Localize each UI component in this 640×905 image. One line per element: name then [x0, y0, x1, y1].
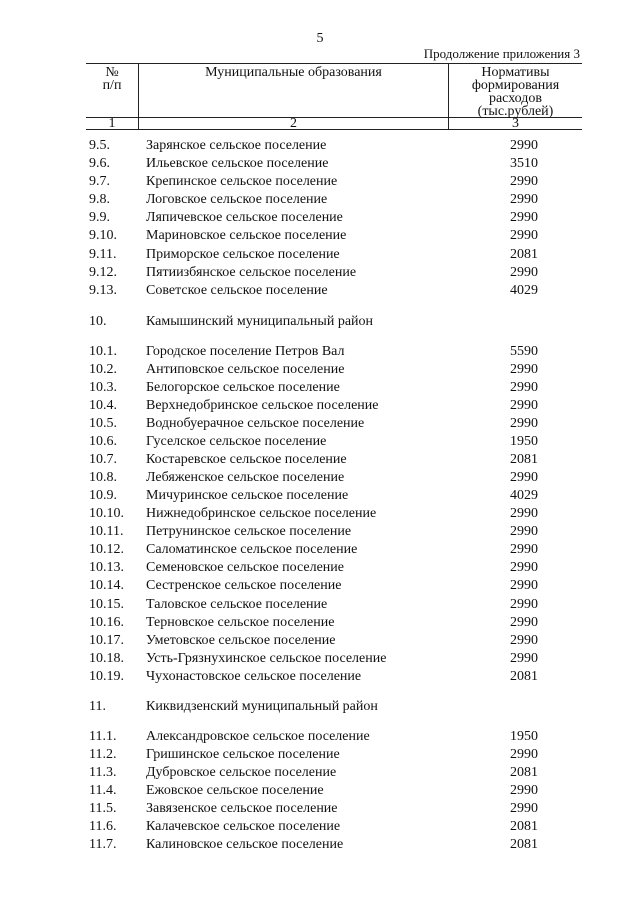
- column-number: 3: [512, 116, 519, 131]
- header-num: [86, 66, 138, 92]
- row-name: Завязенское сельское поселение: [146, 801, 338, 816]
- row-value: 2990: [510, 265, 538, 280]
- row-value: 2990: [510, 783, 538, 798]
- row-name: Чухонастовское сельское поселение: [146, 669, 362, 684]
- header-norm: [449, 66, 582, 118]
- table-row: [0, 836, 640, 854]
- row-name: Белогорское сельское поселение: [146, 380, 340, 395]
- row-name: Антиповское сельское поселение: [146, 362, 345, 377]
- table-row: [0, 397, 640, 415]
- page-number: 5: [316, 31, 324, 46]
- row-number: 9.8.: [89, 192, 110, 207]
- table-row: [0, 632, 640, 650]
- row-number: 9.9.: [89, 210, 110, 225]
- row-number: 9.13.: [89, 283, 117, 298]
- row-value: 2990: [510, 506, 538, 521]
- row-name: Мичуринское сельское поселение: [146, 488, 349, 503]
- table-row: [0, 541, 640, 559]
- row-value: 2990: [510, 615, 538, 630]
- row-number: 9.12.: [89, 265, 117, 280]
- table-row: [0, 451, 640, 469]
- row-name: Гришинское сельское поселение: [146, 747, 340, 762]
- table-row: [0, 746, 640, 764]
- continuation-note: Продолжение приложения 3: [423, 46, 580, 61]
- row-number: 10.11.: [89, 524, 124, 539]
- row-number: 10.10.: [89, 506, 124, 521]
- row-value: 4029: [510, 488, 538, 503]
- row-value: 2990: [510, 380, 538, 395]
- row-name: Усть-Грязнухинское сельское поселение: [146, 651, 387, 666]
- row-number: 11.6.: [89, 819, 117, 834]
- table-row: [0, 173, 640, 191]
- row-number: 10.3.: [89, 380, 117, 395]
- row-value: 2990: [510, 801, 538, 816]
- row-name: Приморское сельское поселение: [146, 247, 340, 262]
- row-value: 2081: [510, 247, 538, 262]
- row-number: 11.1.: [89, 729, 117, 744]
- row-value: 2990: [510, 747, 538, 762]
- header-name: Муниципальные образования: [205, 65, 382, 80]
- table-row: [0, 523, 640, 541]
- row-name: Костаревское сельское поселение: [146, 452, 347, 467]
- row-value: 5590: [510, 344, 538, 359]
- row-name: Мариновское сельское поселение: [146, 228, 347, 243]
- row-number: 9.6.: [89, 156, 110, 171]
- row-name: Зарянское сельское поселение: [146, 138, 327, 153]
- row-name: Калиновское сельское поселение: [146, 837, 344, 852]
- row-name: Ляпичевское сельское поселение: [146, 210, 343, 225]
- table-row: [0, 264, 640, 282]
- table-row: [0, 487, 640, 505]
- header-num-line: №: [105, 65, 119, 80]
- header-norm-line: Нормативы: [481, 65, 550, 80]
- row-name: Таловское сельское поселение: [146, 597, 328, 612]
- row-name: Саломатинское сельское поселение: [146, 542, 358, 557]
- table-row: [0, 614, 640, 632]
- table-row: [0, 246, 640, 264]
- row-number: 11.4.: [89, 783, 117, 798]
- row-number: 9.11.: [89, 247, 117, 262]
- table-row: [0, 650, 640, 668]
- table-row: [0, 137, 640, 155]
- row-number: 9.7.: [89, 174, 110, 189]
- row-name: Ильевское сельское поселение: [146, 156, 329, 171]
- row-value: 2990: [510, 138, 538, 153]
- row-name: Городское поселение Петров Вал: [146, 344, 345, 359]
- table-row: [0, 415, 640, 433]
- table-row: [0, 698, 640, 716]
- row-number: 10.4.: [89, 398, 117, 413]
- row-name: Логовское сельское поселение: [146, 192, 328, 207]
- row-number: 10.14.: [89, 578, 124, 593]
- row-name: Сестренское сельское поселение: [146, 578, 342, 593]
- row-name: Советское сельское поселение: [146, 283, 328, 298]
- row-number: 10.2.: [89, 362, 117, 377]
- table-row: [0, 361, 640, 379]
- table-row: [0, 505, 640, 523]
- row-name: Верхнедобринское сельское поселение: [146, 398, 379, 413]
- row-name: Семеновское сельское поселение: [146, 560, 345, 575]
- table-row: [0, 343, 640, 361]
- row-name: Нижнедобринское сельское поселение: [146, 506, 377, 521]
- row-value: 1950: [510, 729, 538, 744]
- header-norm-line: формирования: [471, 78, 560, 93]
- row-value: 2081: [510, 837, 538, 852]
- row-number: 11.5.: [89, 801, 117, 816]
- row-name: Терновское сельское поселение: [146, 615, 335, 630]
- row-name: Дубровское сельское поселение: [146, 765, 337, 780]
- row-name: Уметовское сельское поселение: [146, 633, 336, 648]
- row-number: 10.: [89, 314, 107, 329]
- row-value: 2990: [510, 210, 538, 225]
- row-name: Воднобуерачное сельское поселение: [146, 416, 365, 431]
- row-number: 10.13.: [89, 560, 124, 575]
- header-norm-line: (тыс.рублей): [477, 104, 554, 119]
- header-num-line: п/п: [102, 78, 122, 93]
- row-number: 10.12.: [89, 542, 124, 557]
- row-value: 2990: [510, 633, 538, 648]
- table-row: [0, 577, 640, 595]
- row-value: 4029: [510, 283, 538, 298]
- table-row: [0, 559, 640, 577]
- row-number: 10.7.: [89, 452, 117, 467]
- row-name: Камышинский муниципальный район: [146, 314, 374, 329]
- row-value: 1950: [510, 434, 538, 449]
- row-value: 2990: [510, 398, 538, 413]
- row-number: 11.: [89, 699, 106, 714]
- row-value: 2990: [510, 560, 538, 575]
- table-row: [0, 191, 640, 209]
- table-row: [0, 313, 640, 331]
- row-value: 2990: [510, 651, 538, 666]
- table-row: [0, 469, 640, 487]
- row-name: Ежовское сельское поселение: [146, 783, 324, 798]
- table-row: [0, 227, 640, 245]
- row-value: 2990: [510, 228, 538, 243]
- row-value: 2990: [510, 174, 538, 189]
- row-number: 11.7.: [89, 837, 117, 852]
- row-number: 9.10.: [89, 228, 117, 243]
- row-number: 10.1.: [89, 344, 117, 359]
- column-number: 2: [290, 116, 297, 131]
- row-value: 2990: [510, 542, 538, 557]
- row-value: 3510: [510, 156, 538, 171]
- row-number: 10.6.: [89, 434, 117, 449]
- table-row: [0, 668, 640, 686]
- table-row: [0, 818, 640, 836]
- row-number: 10.16.: [89, 615, 124, 630]
- row-name: Калачевское сельское поселение: [146, 819, 341, 834]
- table-row: [0, 155, 640, 173]
- row-number: 10.15.: [89, 597, 124, 612]
- header-norm-line: расходов: [488, 91, 543, 106]
- row-number: 10.18.: [89, 651, 124, 666]
- row-number: 10.9.: [89, 488, 117, 503]
- table-row: [0, 782, 640, 800]
- row-value: 2081: [510, 669, 538, 684]
- row-value: 2990: [510, 524, 538, 539]
- row-number: 10.5.: [89, 416, 117, 431]
- table-row: [0, 764, 640, 782]
- row-number: 11.3.: [89, 765, 117, 780]
- table-row: [0, 800, 640, 818]
- row-value: 2990: [510, 578, 538, 593]
- row-value: 2990: [510, 192, 538, 207]
- table-row: [0, 728, 640, 746]
- row-name: Пятиизбянское сельское поселение: [146, 265, 357, 280]
- row-value: 2990: [510, 362, 538, 377]
- row-name: Киквидзенский муниципальный район: [146, 699, 378, 714]
- row-value: 2081: [510, 819, 538, 834]
- row-name: Петрунинское сельское поселение: [146, 524, 352, 539]
- row-name: Лебяженское сельское поселение: [146, 470, 345, 485]
- row-number: 10.17.: [89, 633, 124, 648]
- table-row: [0, 433, 640, 451]
- table-row: [0, 209, 640, 227]
- row-value: 2990: [510, 470, 538, 485]
- row-value: 2990: [510, 597, 538, 612]
- table-row: [0, 596, 640, 614]
- row-number: 9.5.: [89, 138, 110, 153]
- row-number: 10.8.: [89, 470, 117, 485]
- row-number: 11.2.: [89, 747, 117, 762]
- row-number: 10.19.: [89, 669, 124, 684]
- row-name: Гуселское сельское поселение: [146, 434, 327, 449]
- row-name: Крепинское сельское поселение: [146, 174, 338, 189]
- row-value: 2081: [510, 765, 538, 780]
- row-name: Александровское сельское поселение: [146, 729, 370, 744]
- table-row: [0, 282, 640, 300]
- header-top-border: [86, 63, 582, 64]
- row-value: 2990: [510, 416, 538, 431]
- row-value: 2081: [510, 452, 538, 467]
- table-row: [0, 379, 640, 397]
- column-number: 1: [108, 116, 116, 131]
